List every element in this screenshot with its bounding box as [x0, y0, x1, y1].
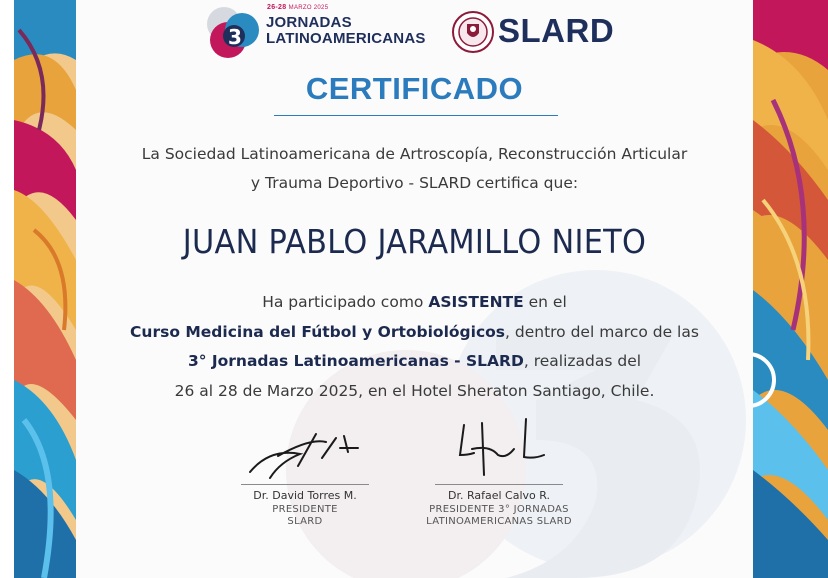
body-line-1-pre: Ha participado como: [262, 293, 429, 311]
title-underline: [274, 115, 558, 116]
jornadas-title-line1: JORNADAS: [266, 14, 352, 31]
body-line-2: [76, 318, 753, 348]
jornadas-date-days: 26-28: [267, 4, 287, 11]
certificate-title: CERTIFICADO: [305, 71, 524, 106]
signature-torres: [240, 418, 370, 484]
participant-role: ASISTENTE: [428, 293, 524, 311]
body-line-3-post: , realizadas del: [523, 352, 642, 370]
signature-block-jornadas-president: [414, 415, 584, 528]
signer-2-role-line1: PRESIDENTE 3° JORNADAS: [429, 504, 569, 515]
body-line-2-post: , dentro del marco de las: [505, 322, 699, 341]
header-logos: [204, 2, 634, 60]
signer-2-role-line2: LATINOAMERICANAS SLARD: [426, 516, 572, 527]
right-decorative-border: [753, 0, 828, 578]
slard-logo-text: SLARD: [498, 12, 615, 49]
left-feather-art: [14, 0, 76, 578]
jornadas-date: [267, 4, 328, 11]
jornadas-3-logo-icon: [204, 6, 266, 62]
slard-seal-icon: [452, 11, 494, 53]
signature-line-2: [435, 484, 563, 485]
certificate-body: [76, 288, 753, 406]
body-line-3: [76, 347, 753, 377]
body-line-1: [76, 288, 753, 318]
body-line-4: 26 al 28 de Marzo 2025, en el Hotel Sheraton Santiago, Chile.: [174, 381, 655, 400]
jornadas-title: [266, 15, 426, 47]
jornadas-date-month: MARZO 2025: [288, 5, 329, 11]
signature-block-president: [230, 418, 380, 528]
signer-2-name: Dr. Rafael Calvo R.: [447, 489, 550, 502]
signer-2-role: [414, 504, 584, 528]
recipient-name: JUAN PABLO JARAMILLO NIETO: [182, 222, 647, 261]
event-name: 3° Jornadas Latinoamericanas - SLARD: [187, 352, 524, 370]
course-name: Curso Medicina del Fútbol y Ortobiológicos: [130, 322, 506, 341]
page-margin: [0, 0, 14, 578]
body-line-1-post: en el: [523, 293, 567, 311]
signer-1-role-line1: PRESIDENTE: [272, 504, 338, 515]
right-feather-art: [753, 0, 828, 578]
intro-line-2: y Trauma Deportivo - SLARD certifica que:: [250, 174, 579, 192]
signer-1-name: Dr. David Torres M.: [253, 489, 357, 502]
signer-1-role-line2: SLARD: [287, 516, 323, 527]
intro-line-1: La Sociedad Latinoamericana de Artroscopía, Reconstrucción Articular: [141, 145, 688, 163]
certificate-panel: [76, 0, 753, 578]
left-decorative-border: [14, 0, 76, 578]
signature-line-1: [241, 484, 369, 485]
signature-calvo: [434, 415, 564, 484]
signer-1-role: [230, 504, 380, 528]
intro-text: [76, 140, 753, 198]
jornadas-number: 3: [228, 25, 242, 49]
jornadas-title-line2: LATINOAMERICANAS: [266, 30, 426, 47]
